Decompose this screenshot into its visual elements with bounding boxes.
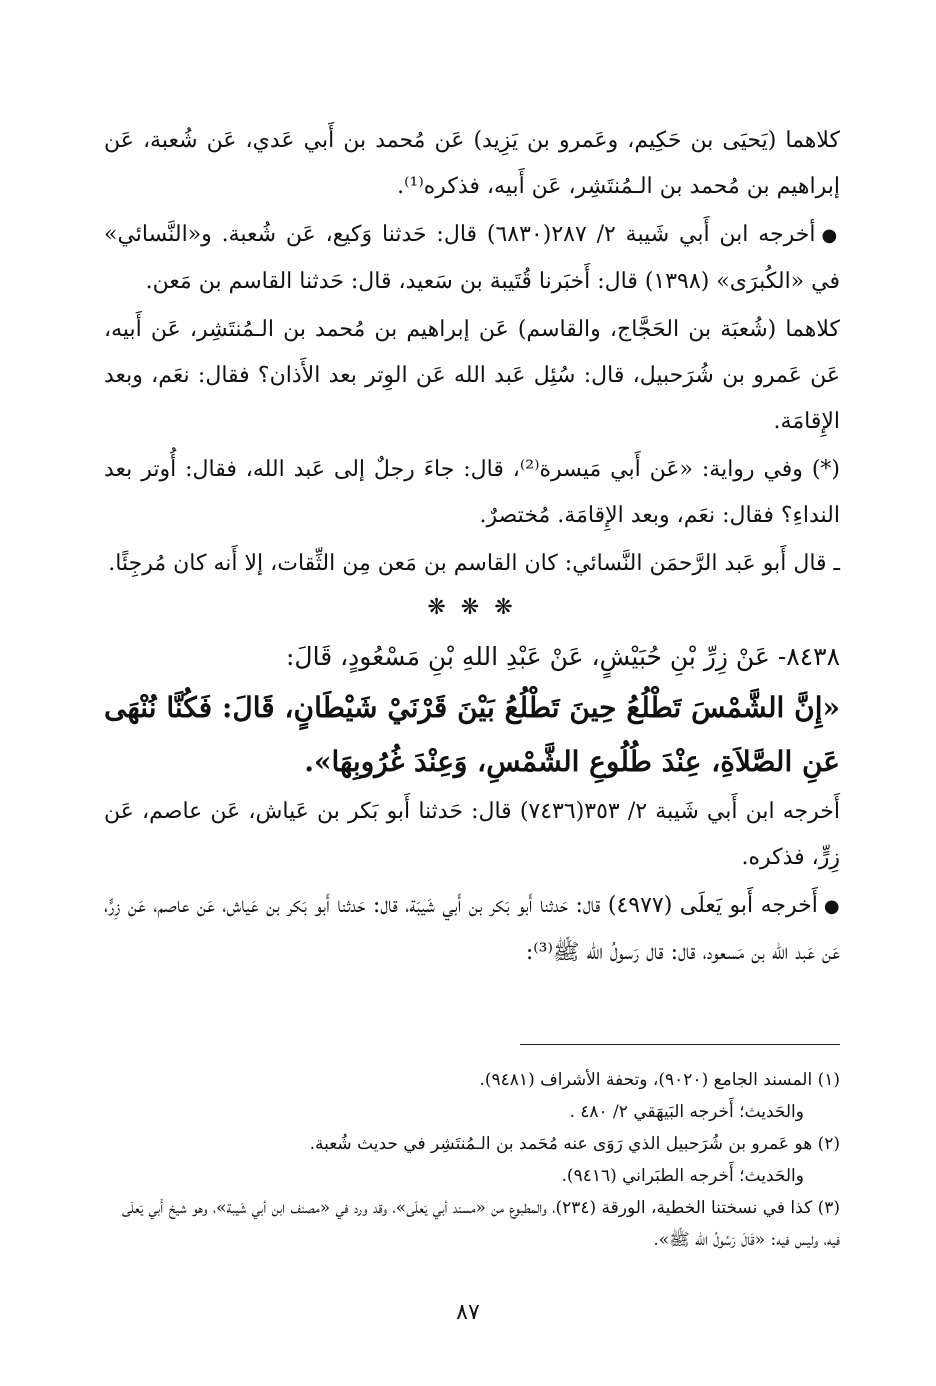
hadith-heading: ٨٤٣٨- عَنْ زِرِّ بْنِ حُبَيْشٍ، عَنْ عَبْدِ اللهِ بْنِ مَسْعُودٍ، قَالَ:	[286, 642, 840, 671]
paragraph-1: كلاهما (يَحيَى بن حَكِيم، وعَمرو بن يَزِيد) عَن مُحمد بن أَبي عَدي، عَن شُعبة، عَن إبراهيم بن مُحمد بن الـمُنتَشِر، عَن أَبيه، فذكره⁽¹⁾.	[104, 128, 840, 199]
paragraph-2-text: أخرجه ابن أَبي شَيبة ٢/ ٢٨٧(٦٨٣٠) قال: حَدثنا وَكيع، عَن شُعبة. و«النَّسائي» في «الكُبرَى» (١٣٩٨) قال: أَخبَرنا قُتَيبة بن سَعيد، قال: حَدثنا القاسم بن مَعن.	[104, 222, 840, 294]
paragraph-5: ـ قال أَبو عَبد الرَّحمَن النَّسائي: كان القاسم بن مَعن مِن الثِّقات، إلا أَنه كان مُرجِئًا.	[108, 551, 840, 576]
footnote-2-continuation: والحَديث؛ أَخرجه الطبَراني (٩٤١٦).	[561, 1166, 804, 1186]
paragraph-2	[104, 212, 840, 305]
paragraph-7-text: أَخرجه أَبو يَعلَى (٤٩٧٧) قال: حَدثنا أَبو بَكر بن أَبي شَيبَة، قال: حَدثنا أَبو بَكر بن عَياش، عَن عاصم، عَن زِرٍّ، عَن عَبد الله بن مَسعود، قال: قال رَسولُ الله ﷺ⁽³⁾:	[104, 893, 840, 965]
footnotes-block	[104, 1064, 840, 1256]
hadith-text: «إِنَّ الشَّمْسَ تَطْلُعُ حِينَ تَطْلُعُ بَيْنَ قَرْنَيْ شَيْطَانٍ، قَالَ: فَكُنَّا نُنْهَى عَنِ الصَّلاَةِ، عِنْدَ طُلُوعِ الشَّمْسِ، وَعِنْدَ غُرُوبِهَا».	[104, 691, 840, 778]
paragraph-4: (*) وفي رواية: «عَن أَبي مَيسرة⁽²⁾، قال: جاءَ رجلٌ إلى عَبد الله، فقال: أُوتر بعد النداءِ؟ فقال: نعَم، وبعد الإِقامَة. مُختصرٌ.	[104, 457, 841, 528]
footnote-separator	[520, 1044, 840, 1045]
page-number: ٨٧	[456, 1300, 480, 1325]
footnote-1: (١) المسند الجامع (٩٠٢٠)، وتحفة الأشراف (٩٤٨١).	[479, 1070, 840, 1090]
paragraph-6: أَخرجه ابن أَبي شَيبة ٢/ ٣٥٣(٧٤٣٦) قال: حَدثنا أَبو بَكر بن عَياش، عَن عاصم، عَن زِرٍّ، فذكره.	[104, 799, 841, 870]
footnote-1-continuation: والحَديث؛ أَخرجه البَيهَقي ٢/ ٤٨٠ .	[569, 1102, 804, 1122]
paragraph-3: كلاهما (شُعبَة بن الحَجَّاج، والقاسم) عَن إبراهيم بن مُحمد بن الـمُنتَشِر، عَن أَبيه، عَن عَمرو بن شُرَحبيل، قال: سُئِل عَبد الله عَن الوِتر بعد الأَذان؟ فقال: نعَم، وبعد الإِقامَة.	[104, 317, 840, 434]
paragraph-7	[104, 883, 840, 976]
footnote-2: (٢) هو عَمرو بن شُرَحبيل الذي رَوَى عنه مُحَمد بن الـمُنتَشِر في حديث شُعبة.	[309, 1134, 840, 1154]
section-divider-stars: ❋ ❋ ❋	[427, 595, 517, 620]
bullet-icon: ●	[823, 896, 840, 917]
bullet-icon: ●	[821, 225, 841, 246]
main-text-block	[104, 118, 840, 976]
footnote-3: (٣) كذا في نسختنا الخطية، الورقة (٢٣٤)، والمطبوع من «مسند أبي يَعلَى»، وقد ورد في «مصنف ابن أبي شَيبة»، وهو شيخ أَبي يَعلَى فيه، وليس فيه: «قَالَ رَسُولُ الله ﷺ».	[121, 1198, 840, 1250]
